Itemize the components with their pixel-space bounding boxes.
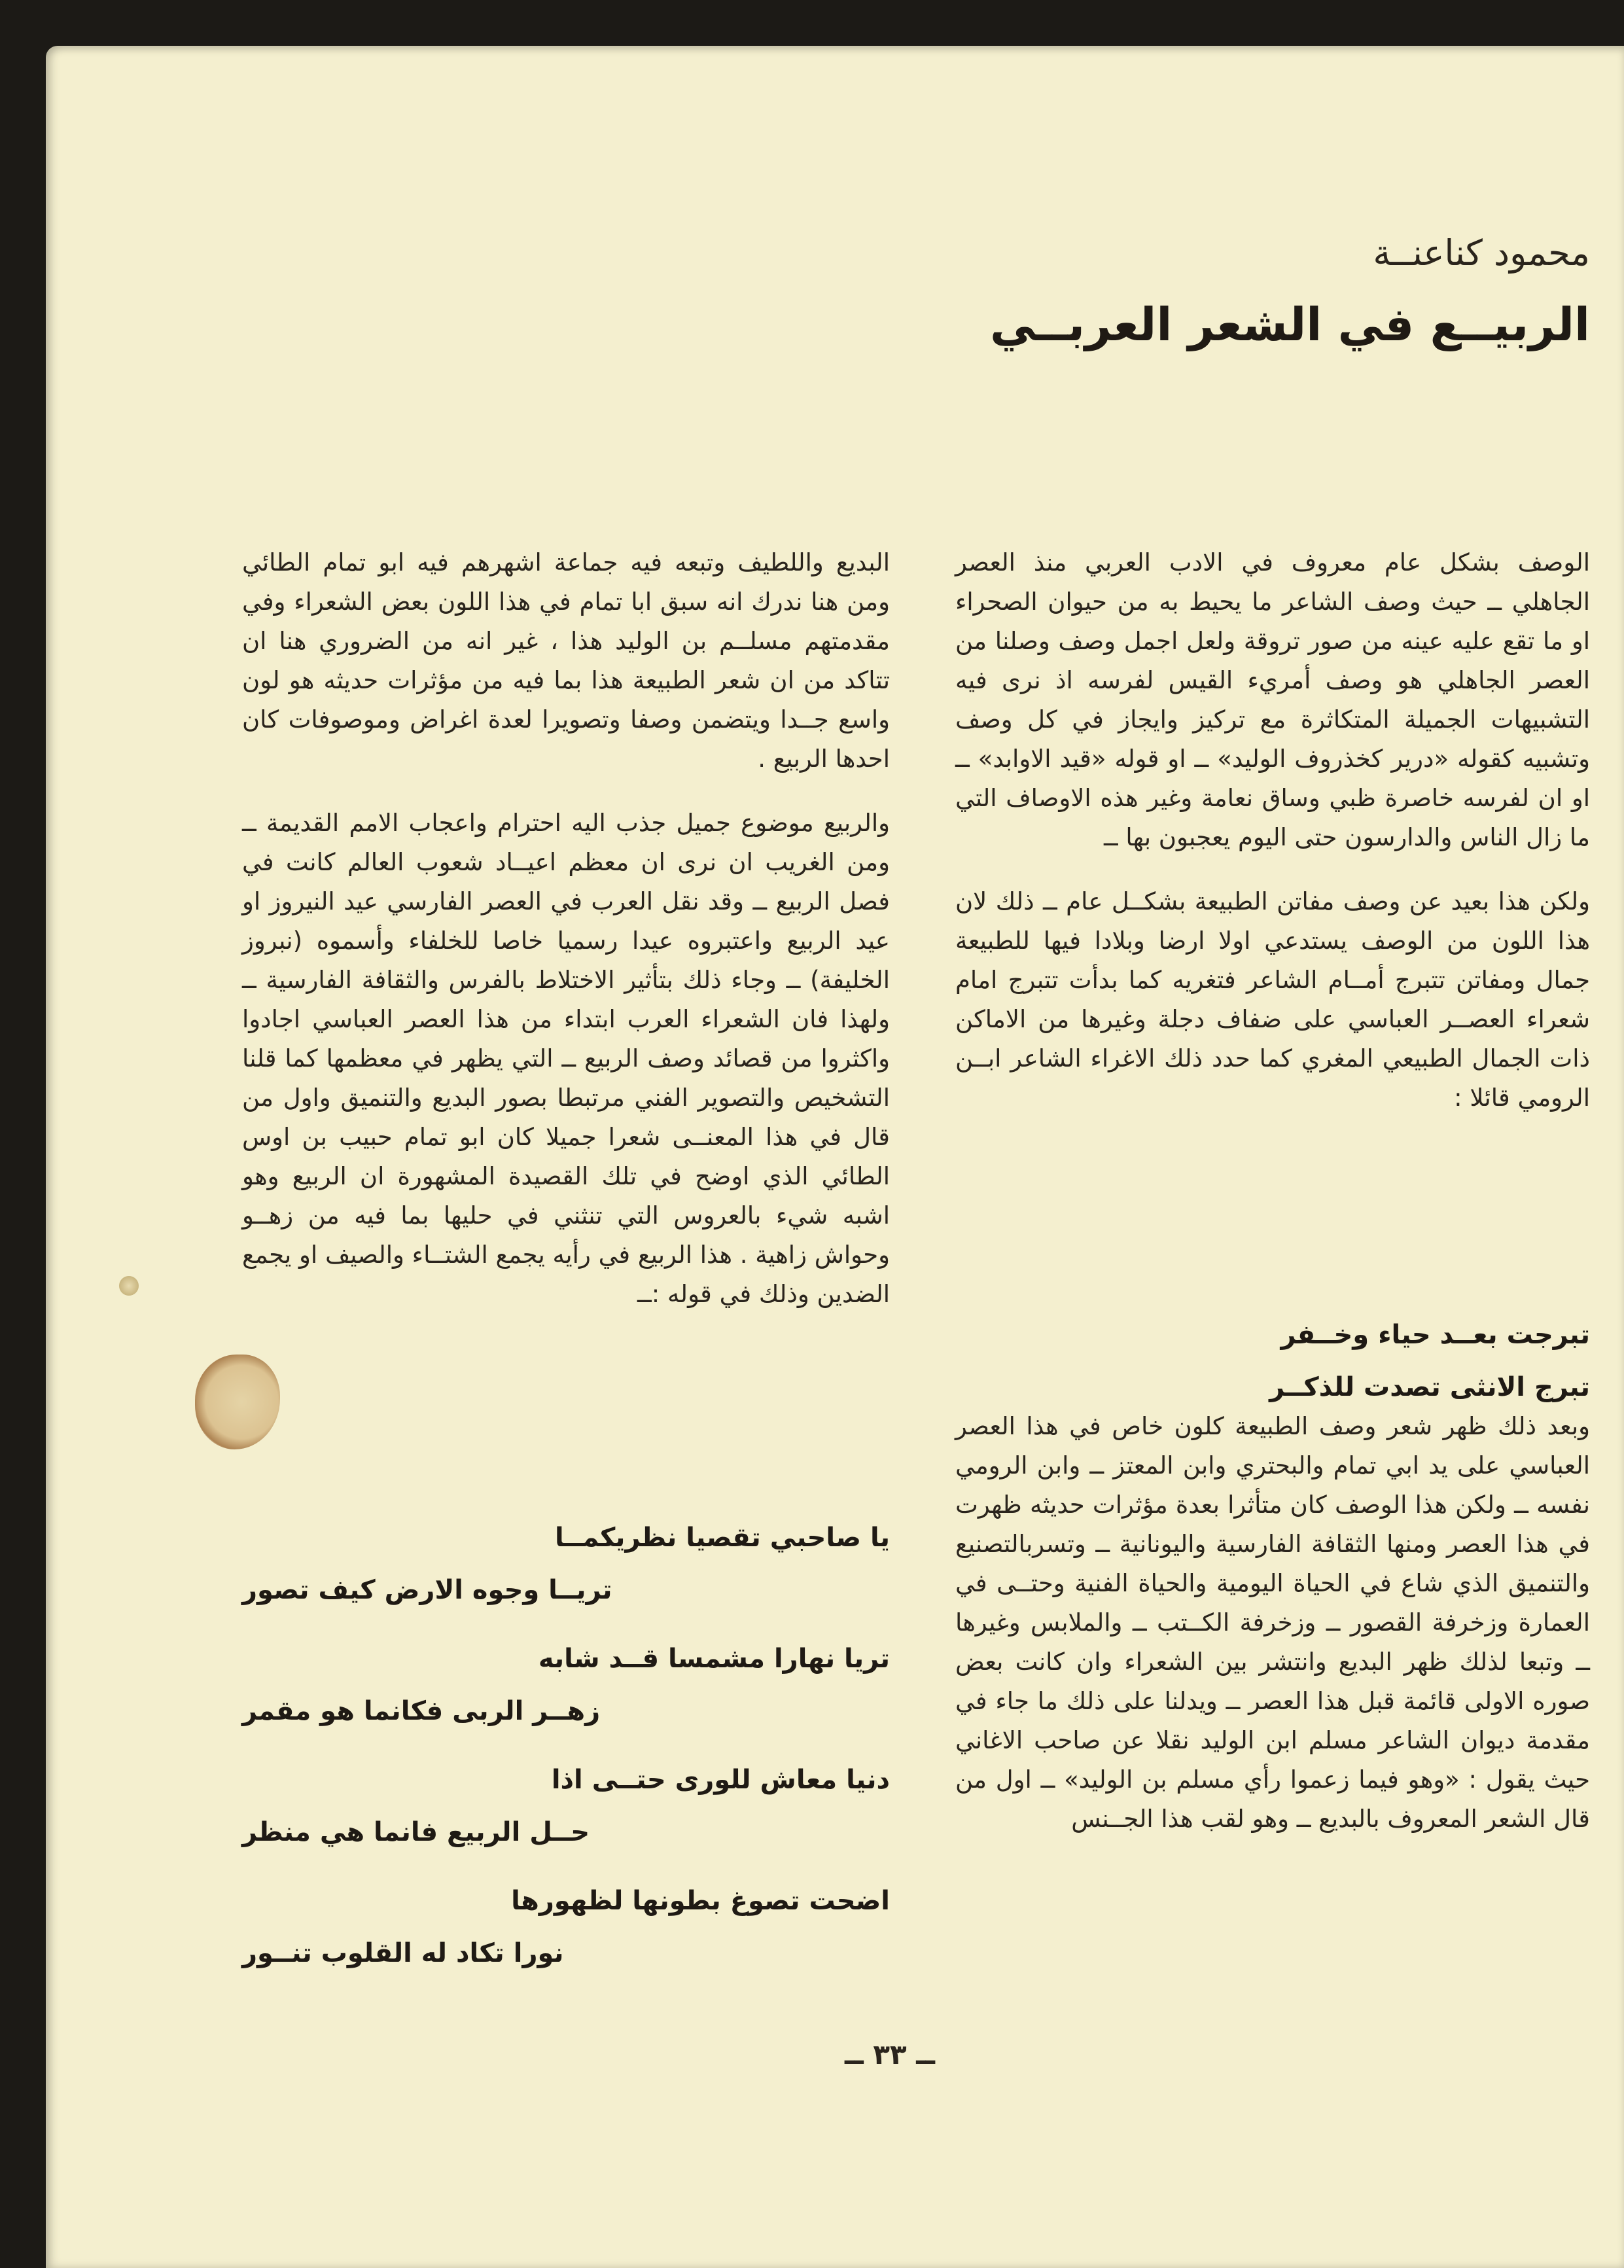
left-verse-2: تريــا وجوه الارض كيف تصور (242, 1575, 612, 1605)
left-verses (242, 1525, 890, 1996)
left-verse-1: يا صاحبي تقصيا نظريكمــا (554, 1523, 890, 1553)
left-paragraph-1: البديع واللطيف وتبعه فيه جماعة اشهرهم فيه ابو تمام الطائي ومن هنا ندرك انه سبق ابا تمام في هذا اللون بعض الشعراء وفي مقدمتهم مسلــم بن الوليد هذا ، غير انه من الضروري هنا ان تتاكد من ان شعر الطبيعة هذا بما فيه من مؤثرات حديثه هو لون واسع جــدا ويتضمن وصفا وتصويرا لعدة اغراض وموصوفات كان احدها الربيع . (242, 548, 890, 773)
left-verse-4: زهــر الربى فكانما هو مقمر (242, 1696, 601, 1726)
article-title: الربيــع في الشعر العربــي (990, 298, 1590, 351)
right-paragraph-3: وبعد ذلك ظهر شعر وصف الطبيعة كلون خاص في هذا العصر العباسي على يد ابي تمام والبحتري وابن المعتز ــ وابن الرومي نفسه ــ ولكن هذا الوصف كان متأثرا بعدة مؤثرات حديثه ظهرت في هذا العصر ومنها الثقافة الفارسية واليونانية ــ وتسربالتصنيع والتنميق الذي شاع في الحياة اليومية والحياة الفنية وحتــى في العمارة وزخرفة القصور ــ وزخرفة الكــتب ــ والملابس وغيرها ــ وتبعا لذلك ظهر البديع وانتشر بين الشعراء وان كانت بعض صوره الاولى قائمة قبل هذا العصر ــ ويدلنا على ذلك ما جاء في مقدمة ديوان الشاعر مسلم ابن الوليد نقلا عن صاحب الاغاني حيث يقول : «وهو فيما زعموا رأي مسلم بن الوليد» ــ اول من قال الشعر المعروف بالبديع ــ وهو لقب هذا الجــنس (955, 1412, 1590, 1833)
right-paragraph-2: ولكن هذا بعيد عن وصف مفاتن الطبيعة بشكــل عام ــ ذلك لان هذا اللون من الوصف يستدعي اولا ارضا وبلادا فيها للطبيعة جمال ومفاتن تتبرج أمــام الشاعر فتغريه كما بدأت تتبرج امام شعراء العصــر العباسي على ضفاف دجلة وغيرها من الاماكن ذات الجمال الطبيعي المغري كما حدد ذلك الاغراء الشاعر ابــن الرومي قائلا : (955, 887, 1590, 1112)
left-verse-7: اضحت تصوغ بطونها لظهورها (511, 1886, 890, 1916)
punch-hole (119, 1276, 139, 1296)
left-verse-5: دنيا معاش للورى حتــى اذا (551, 1765, 890, 1795)
page-number: ــ ٣٣ ــ (845, 2038, 935, 2070)
left-verse-8: نورا تكاد له القلوب تنــور (242, 1938, 564, 1968)
paper-stain (195, 1355, 280, 1449)
article-author: محمود كناعنــة (1373, 232, 1590, 274)
magazine-page (46, 46, 1624, 2268)
left-verse-6: حــل الربيع فانما هي منظر (242, 1817, 590, 1847)
right-column-continued (955, 1407, 1590, 1839)
right-verse-1: تبرجت بعــد حياء وخــفر (1280, 1320, 1590, 1350)
left-verse-3: تريا نهارا مشمسا قــد شابه (538, 1644, 890, 1674)
left-column (242, 543, 890, 1314)
right-column (955, 543, 1590, 1118)
left-paragraph-2: والربيع موضوع جميل جذب اليه احترام واعجاب الامم القديمة ــ ومن الغريب ان نرى ان معظم اعيــاد شعوب العالم كانت في فصل الربيع ــ وقد نقل العرب في العصر الفارسي عيد النيروز او عيد الربيع واعتبروه عيدا رسميا خاصا للخلفاء وأسموه (نبروز الخليفة) ــ وجاء ذلك بتأثير الاختلاط بالفرس والثقافة الفارسية ــ ولهذا فان الشعراء العرب ابتداء من هذا العصر العباسي اجادوا واكثروا من قصائد وصف الربيع ــ التي يظهر في معظمها كما قلنا التشخيص والتصوير الفني مرتبطا بصور البديع والتنميق واول من قال في هذا المعنــى شعرا جميلا كان ابو تمام حبيب بن اوس الطائي الذي اوضح في تلك القصيدة المشهورة ان الربيع وهو اشبه شيء بالعروس التي تنثني في حليها بما فيه من زهــو وحواش زاهية . هذا الربيع في رأيه يجمع الشتــاء والصيف او يجمع الضدين وذلك في قوله :ــ (242, 809, 890, 1308)
right-paragraph-1: الوصف بشكل عام معروف في الادب العربي منذ العصر الجاهلي ــ حيث وصف الشاعر ما يحيط به من حيوان الصحراء او ما تقع عليه عينه من صور تروقة ولعل اجمل وصف وصلنا من العصر الجاهلي هو وصف أمريء القيس لفرسه اذ نرى فيه التشبيهات الجميلة المتكاثرة مع تركيز وايجاز في كل وصف وتشبيه كقوله «درير كخذروف الوليد» ــ او قوله «قيد الاوابد» ــ او ان لفرسه خاصرة ظبي وساق نعامة وغير هذه الاوصاف التي ما زال الناس والدارسون حتى اليوم يعجبون بها ــ (955, 548, 1590, 851)
right-verse-2: تبرج الانثى تصدت للذكــر (1269, 1372, 1590, 1402)
